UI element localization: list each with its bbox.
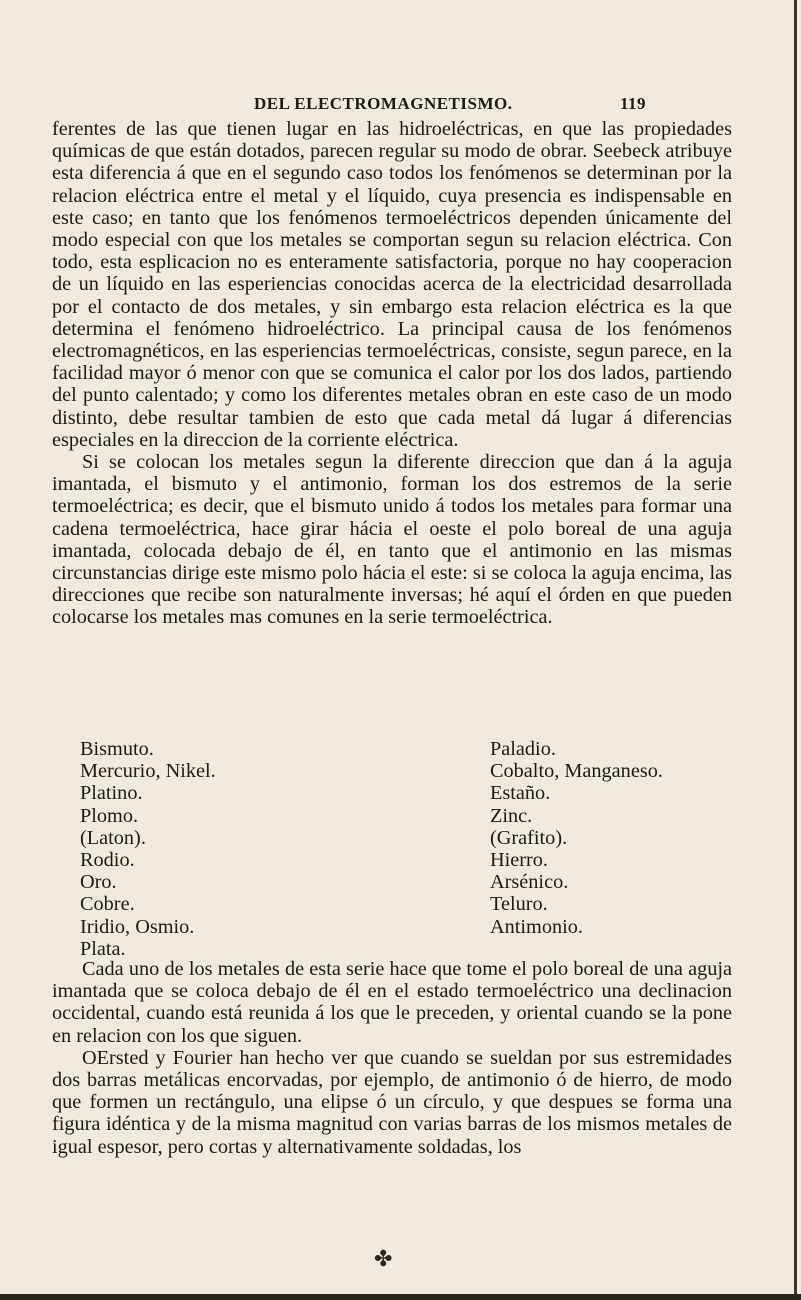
series-row — [80, 916, 740, 938]
series-right: Hierro. — [490, 848, 549, 871]
series-left: Plomo. — [80, 804, 139, 827]
series-right: Paladio. — [490, 738, 556, 760]
series-right — [490, 938, 740, 960]
series-row — [80, 805, 740, 827]
series-left: Platino. — [80, 782, 143, 805]
series-left: Oro. — [80, 871, 117, 894]
paragraph: ferentes de las que tienen lugar en las hidroeléctricas, en que las propiedades químicas de que están dotados, parecen regular su modo de obrar. Seebeck atribuye esta diferencia á que en el segundo caso todos los fenómenos se determinan por la relacion eléctrica entre el metal y el líquido, cuya presencia es indispensable en este caso; en tanto que los fenómenos termoeléctricos dependen únicamente del modo especial con que los metales se comportan segun su relacion eléctrica. Con todo, esta esplicacion no es enteramente satisfactoria, porque no hay cooperacion de un líquido en las esperiencias conocidas acerca de la electricidad desarrollada por el contacto de dos metales, y sin embargo esta relacion eléctrica es la que determina el fenómeno hidroeléctrico. La principal causa de los fenómenos electromagnéticos, en las esperiencias termoeléctricas, consiste, segun parece, en la facilidad mayor ó menor con que se comunica el calor por los dos lados, partiendo del punto calentado; y como los diferentes metales obran en este caso de un modo distinto, debe resultar tambien de esto que cada metal dá lugar á diferencias especiales en la direccion de la corriente eléctrica. — [52, 118, 732, 451]
series-right: Cobalto, Manganeso. — [490, 760, 663, 783]
series-row — [80, 893, 740, 915]
series-right: Teluro. — [490, 893, 548, 916]
bottom-edge-divider — [0, 1294, 801, 1300]
series-left: Cobre. — [80, 893, 135, 916]
page-edge-divider — [794, 0, 797, 1300]
paragraph: Si se colocan los metales segun la diferente direccion que dan á la aguja imantada, el bismuto y el antimonio, forman los dos estremos de la serie termoeléctrica; es decir, que el bismuto unido á todos los metales para formar una cadena termoeléctrica, hace girar hácia el oeste el polo boreal de una aguja imantada, colocada debajo de él, en tanto que el antimonio en las mismas circunstancias dirige este mismo polo hácia el este: si se coloca la aguja encima, las direcciones que recibe son naturalmente inversas; hé aquí el órden en que pueden colocarse los metales mas comunes en la serie termoeléctrica. — [52, 451, 732, 629]
series-left: Iridio, Osmio. — [80, 915, 195, 938]
series-right: Zinc. — [490, 804, 533, 827]
header-title: DEL ELECTROMAGNETISMO. — [254, 94, 513, 113]
series-right: (Grafito). — [490, 826, 568, 849]
series-right: Estaño. — [490, 782, 551, 805]
series-left: Plata. — [80, 937, 126, 960]
running-header — [254, 94, 646, 114]
text-block-top — [52, 118, 732, 629]
series-row — [80, 738, 740, 760]
series-left: Rodio. — [80, 848, 135, 871]
ornament-icon: ✤ — [374, 1246, 393, 1271]
series-row — [80, 871, 740, 893]
paragraph: OErsted y Fourier han hecho ver que cuando se sueldan por sus estremidades dos barras metálicas encorvadas, por ejemplo, de antimonio ó de hierro, de modo que formen un rectángulo, una elipse ó un círculo, y que despues se forma una figura idéntica y de la misma magnitud con varias barras de los mismos metales de igual espesor, pero cortas y alternativamente soldadas, los — [52, 1046, 732, 1158]
series-right: Arsénico. — [490, 871, 569, 894]
series-left: Bismuto. — [80, 738, 154, 760]
series-left: Mercurio, Nikel. — [80, 760, 216, 783]
page-number: 119 — [619, 94, 646, 113]
thermoelectric-series-list — [80, 738, 740, 960]
series-row — [80, 782, 740, 804]
text-block-bottom — [52, 958, 732, 1158]
series-left: (Laton). — [80, 826, 146, 849]
series-row — [80, 849, 740, 871]
series-row — [80, 760, 740, 782]
series-right: Antimonio. — [490, 915, 583, 938]
series-row — [80, 938, 740, 960]
series-row — [80, 827, 740, 849]
paragraph: Cada uno de los metales de esta serie hace que tome el polo boreal de una aguja imantada que se coloca debajo de él en el estado termoeléctrico una declinacion occidental, cuando está reunida á los que le preceden, y oriental cuando se la pone en relacion con los que siguen. — [52, 958, 732, 1047]
